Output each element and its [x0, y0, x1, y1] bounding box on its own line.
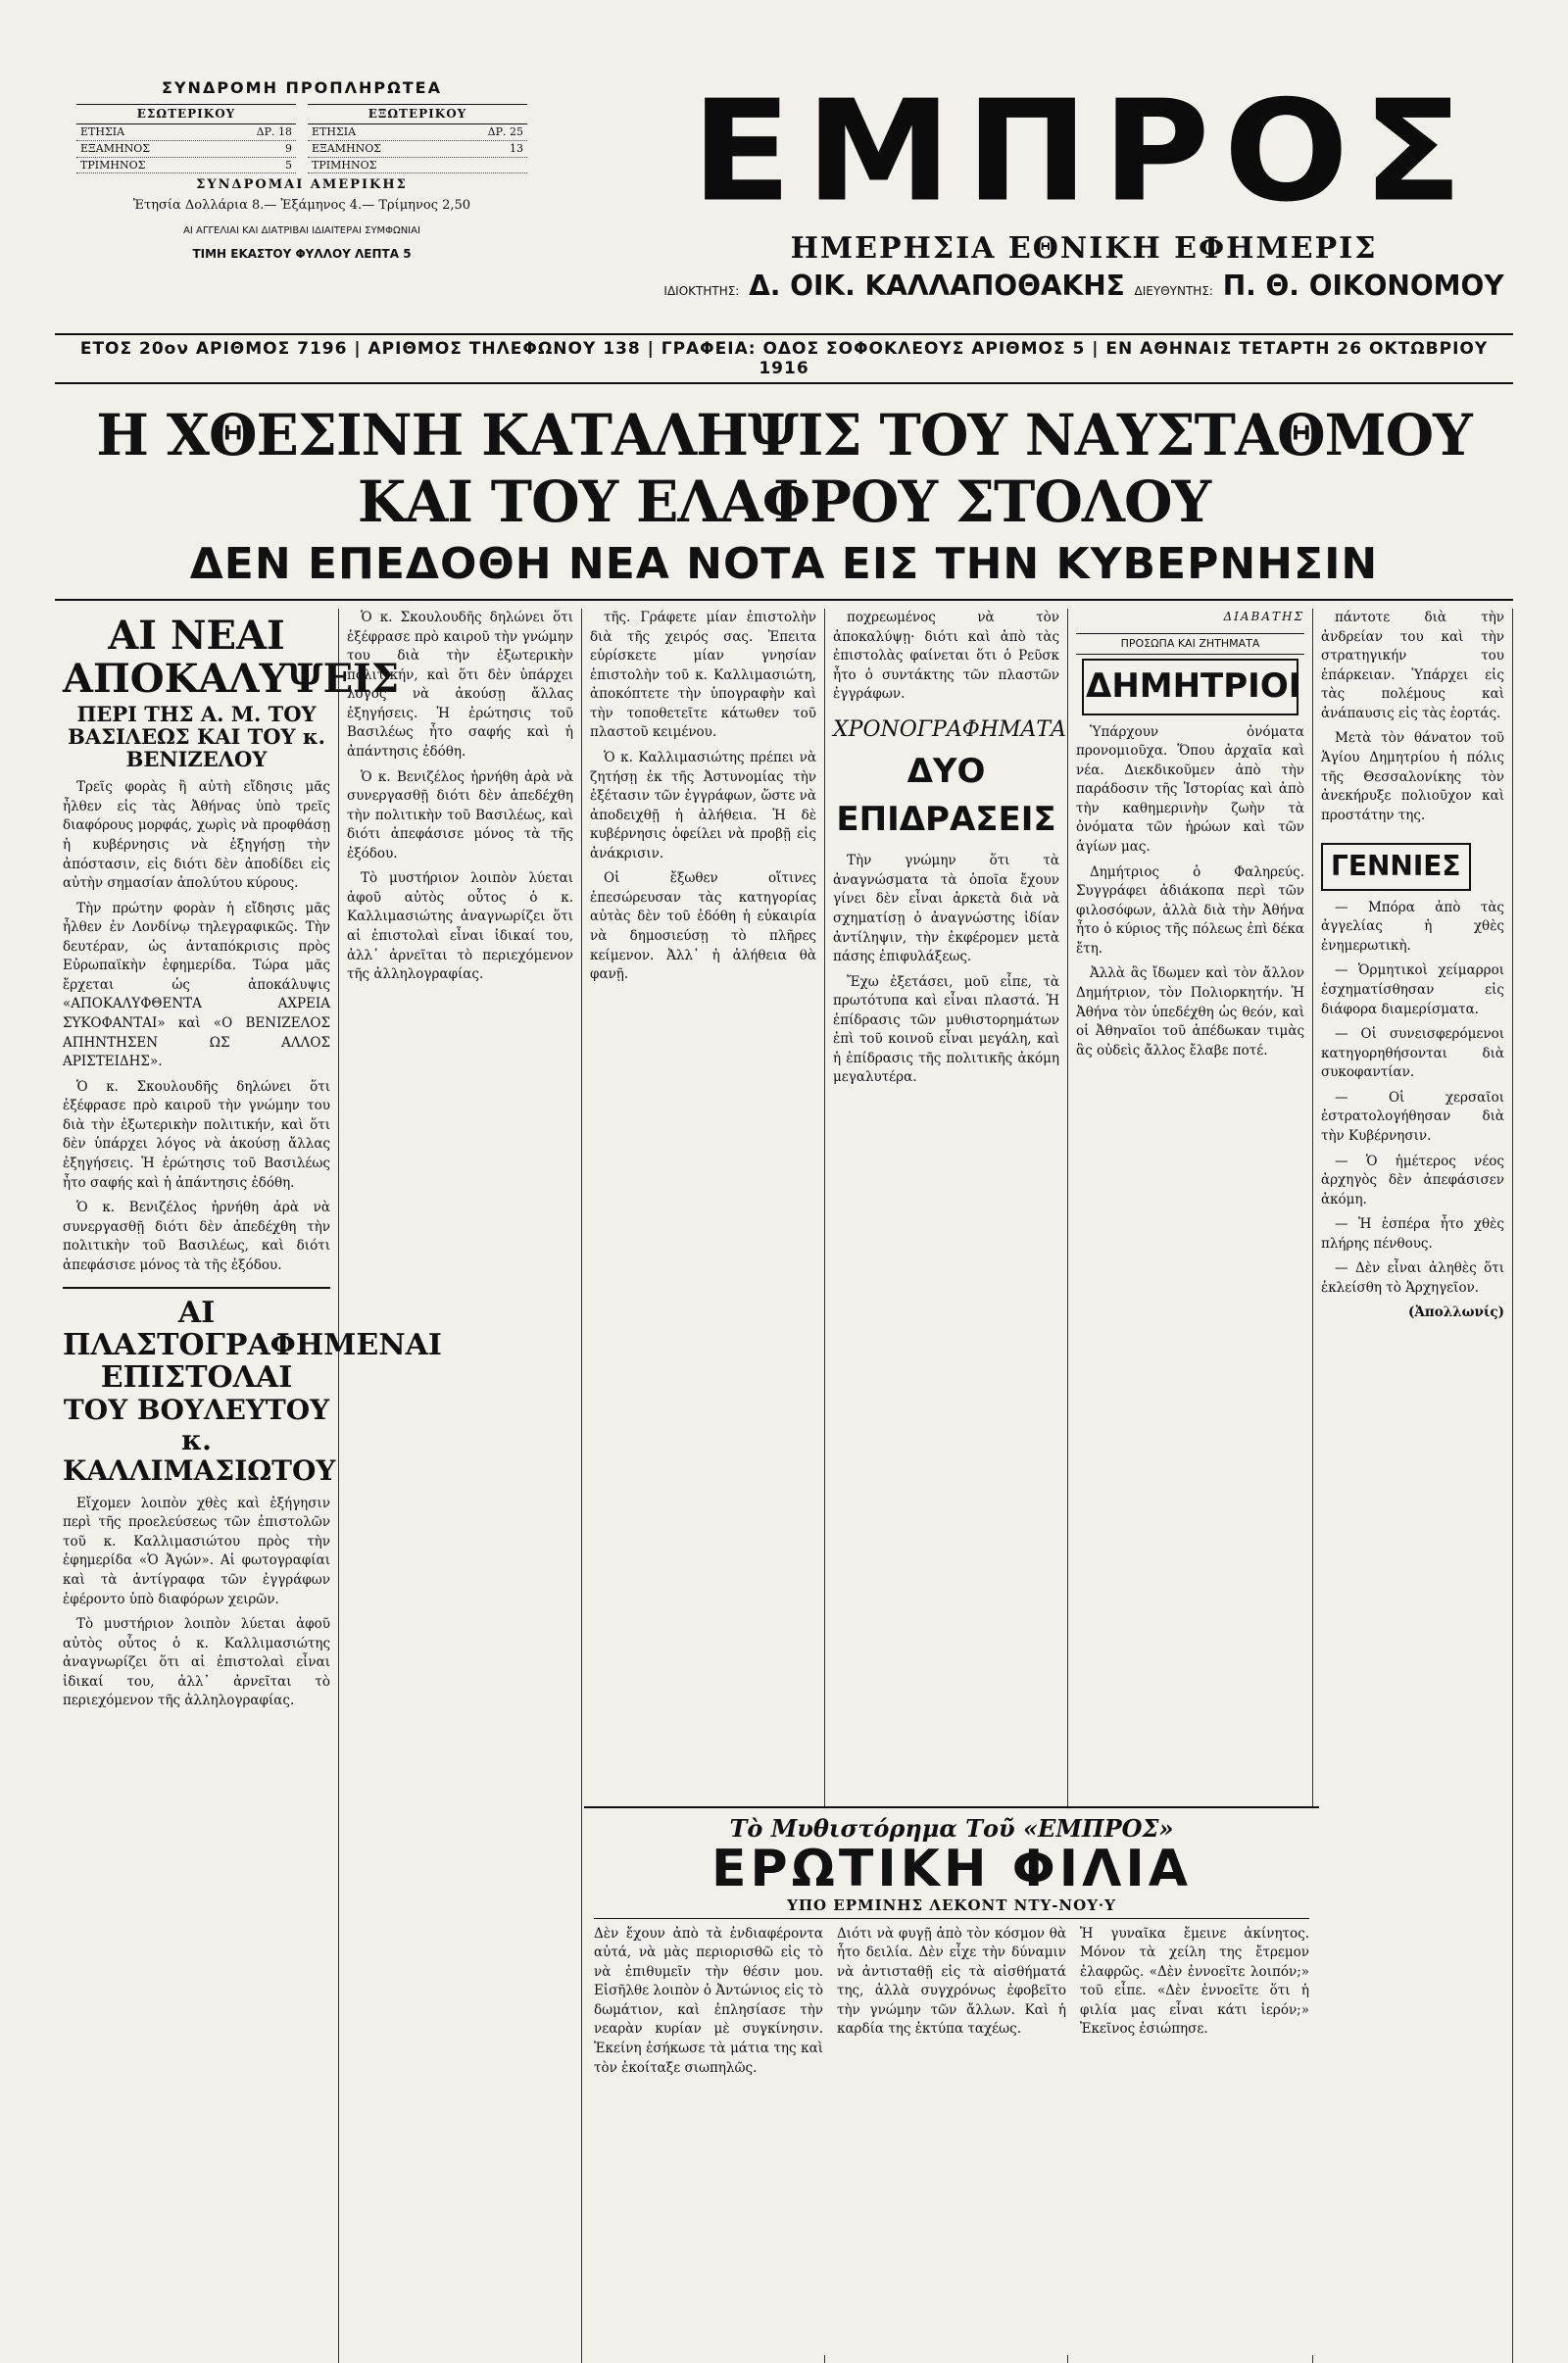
rate-row	[308, 141, 527, 158]
rate-label: ΕΤΗΣΙΑ	[80, 125, 125, 138]
main-headline: Η ΧΘΕΣΙΝΗ ΚΑΤΑΛΗΨΙΣ ΤΟΥ ΝΑΥΣΤΑΘΜΟΥ ΚΑΙ ΤΟΥ ΕΛΑΦΡΟΥ ΣΤΟΛΟΥ	[96, 402, 1472, 535]
section-title: ΔΥΟ ΕΠΙΔΡΑΣΕΙΣ	[836, 751, 1056, 839]
owner-line	[653, 270, 1515, 302]
article-subtitle: ΠΕΡΙ ΤΗΣ Α. Μ. ΤΟΥ ΒΑΣΙΛΕΩΣ ΚΑΙ ΤΟΥ κ. ΒΕΝΙΖΕΛΟΥ	[68, 702, 325, 772]
brief-item: — Οἱ συνεισφερόμενοι κατηγορηθήσονται διὰ συκοφαντίαν.	[1321, 1026, 1504, 1081]
foreign-header: ΕΞΩΤΕΡΙΚΟΥ	[308, 105, 527, 124]
column-2	[339, 609, 582, 2363]
rate-label: ΕΞΑΜΗΝΟΣ	[312, 141, 381, 155]
masthead	[55, 71, 1513, 323]
article-paragraph: Ὁ κ. Βενιζέλος ἠρνήθη ἀρὰ νὰ συνεργασθῇ διότι δὲν ἀπεδέχθη τὴν πολιτικὴν τοῦ Βασιλέως, καὶ διότι ἀπεφάσισε μόνος τὰ τῆς ἐξόδου.	[347, 768, 573, 862]
article-paragraph: Ὁ κ. Καλλιμασιώτης πρέπει νὰ ζητήσῃ ἐκ τῆς Ἀστυνομίας τὴν ἐξέτασιν τῶν ἐγγράφων, ὥστε νὰ ἀποδειχθῇ ἡ ἀλήθεια. Ἡ δὲ κυβέρνησις ὀφείλει νὰ προβῇ εἰς ἀνάκρισιν.	[590, 749, 816, 862]
america-rates: Ἐτησία Δολλάρια 8.— Ἑξάμηνος 4.— Τρίμηνος 2,50	[132, 197, 471, 213]
article-title: ΑΙ ΠΛΑΣΤΟΓΡΑΦΗΜΕΝΑΙ ΕΠΙΣΤΟΛΑΙ	[63, 1287, 330, 1394]
article-paragraph: ποχρεωμένος νὰ τὸν ἀποκαλύψῃ· διότι καὶ ἀπὸ τὰς ἐπιστολὰς φαίνεται ὅτι ὁ Ρεῦσκ ἦτο ὁ συντάκτης τῶν πλαστῶν ἐγγράφων.	[833, 610, 1059, 703]
rate-label: ΕΞΑΜΗΝΟΣ	[80, 141, 150, 155]
serial-novel-box	[584, 1806, 1319, 2355]
subscription-header: ΣΥΝΔΡΟΜΗ ΠΡΟΠΛΗΡΩΤΕΑ	[162, 78, 442, 97]
article-paragraph: Ὁ κ. Σκουλουδῆς δηλώνει ὅτι ἐξέφρασε πρὸ καιροῦ τὴν γνώμην του διὰ τὴν ἐξωτερικὴν πολιτικήν, καὶ ὅτι δὲν ὑπάρχει λόγος νὰ ἀκούσῃ ἄλλας ἐξηγήσεις. Ἡ ἐρώτησις τοῦ Βασιλέως ἦτο σαφής καὶ ἡ ἀπάντησις ἐδόθη.	[63, 1078, 330, 1191]
serial-column: Ἡ γυναῖκα ἔμεινε ἀκίνητος. Μόνον τὰ χείλη της ἔτρεμον ἐλαφρῶς. «Δὲν ἐννοεῖτε λοιπόν;» τοῦ εἶπε. «Δὲν ἐννοεῖτε ὅτι ἡ φιλία μας εἶναι κάτι ἰερόν;» Ἐκεῖνος ἐσιώπησε.	[1080, 1925, 1309, 2038]
domestic-rates	[76, 104, 296, 173]
article-paragraph: πάντοτε διὰ τὴν ἀνδρείαν του καὶ τὴν στρατηγικήν του ἐπάρκειαν. Ὑπάρχει εἰς τὰς πολέμους καὶ ἀνάπαυσις εἰς τὰς ἑορτάς.	[1321, 610, 1504, 721]
article-title: ΑΙ ΝΕΑΙ ΑΠΟΚΑΛΥΨΕΙΣ	[63, 613, 400, 702]
rate-row	[76, 124, 296, 141]
article-paragraph: Τρεῖς φορὰς ἢ αὐτὴ εἴδησις μᾶς ἦλθεν εἰς τὰς Ἀθήνας ὑπὸ τρεῖς διαφόρους μορφάς, χωρὶς νὰ προφθάσῃ ἡ κυβέρνησις νὰ ἐξηγήσῃ τὴν ἀπόστασιν, εἰς διότι δὲν ἀποδίδει εἰς αὐτὴν σημασίαν ἀπολύτου κύρους.	[63, 779, 330, 892]
rate-row	[308, 158, 527, 174]
brief-item: — Μπόρα ἀπὸ τὰς ἀγγελίας ἡ χθὲς ἐνημερωτικὴ.	[1321, 899, 1504, 954]
america-header: ΣΥΝΔΡΟΜΑΙ ΑΜΕΡΙΚΗΣ	[196, 177, 408, 193]
rate-value: ΔΡ. 25	[487, 125, 523, 138]
serial-intro: Τὸ Μυθιστόρημα Τοῦ «ΕΜΠΡΟΣ»	[729, 1814, 1174, 1843]
logo-wordmark: ΕΜΠΡΟΣ	[691, 71, 1477, 233]
article-paragraph: Δημήτριος ὁ Φαληρεύς. Συγγράφει ἀδιάκοπα περὶ τῶν φιλοσόφων, ἀλλὰ διὰ τὴν Ἀθήνα ἦτο ὁ κύριος τῆς πόλεως ἐπὶ δέκα ἔτη.	[1076, 863, 1304, 957]
subscription-rates	[76, 104, 527, 173]
signature: (Ἀπολλωνίς)	[1407, 1305, 1504, 1321]
serial-title: ΕΡΩΤΙΚΗ ΦΙΛΙΑ	[711, 1840, 1192, 1898]
newspaper-logo	[653, 71, 1515, 302]
rate-label: ΤΡΙΜΗΝΟΣ	[312, 158, 377, 172]
rate-label: ΤΡΙΜΗΝΟΣ	[80, 158, 146, 172]
brief-item: — Δὲν εἶναι ἀληθὲς ὅτι ἐκλείσθη τὸ Ἁρχηγεῖον.	[1321, 1260, 1504, 1296]
brief-item: — Ὁρμητικοὶ χείμαρροι ἐσχηματίσθησαν εἰς διάφορα διαμερίσματα.	[1321, 962, 1504, 1017]
issue-price: ΤΙΜΗ ΕΚΑΣΤΟΥ ΦΥΛΛΟΥ ΛΕΠΤΑ 5	[192, 247, 412, 262]
article-paragraph: Ὁ κ. Σκουλουδῆς δηλώνει ὅτι ἐξέφρασε πρὸ καιροῦ τὴν γνώμην του διὰ τὴν ἐξωτερικὴν πολιτικήν, καὶ ὅτι δὲν ὑπάρχει λόγος νὰ ἀκούσῃ ἄλλας ἐξηγήσεις. Ἡ ἐρώτησις τοῦ Βασιλέως ἦτο σαφής καὶ ἡ ἀπάντησις ἐδόθη.	[347, 610, 573, 760]
rate-value: 9	[285, 141, 292, 155]
serial-column: Διότι νὰ φυγῇ ἀπὸ τὸν κόσμον θὰ ἦτο δειλία. Δὲν εἶχε τὴν δύναμιν νὰ ἀντισταθῇ εἰς τὰ αἰσθήματά της, ἀλλὰ συγχρόνως ἐφοβεῖτο τὴν γνώμην τῶν ἄλλων. Καὶ ἡ καρδία της ἐκτύπα ταχέως.	[837, 1925, 1066, 2038]
article-paragraph: Τὸ μυστήριον λοιπὸν λύεται ἀφοῦ αὐτὸς οὗτος ὁ κ. Καλλιμασιώτης ἀναγνωρίζει ὅτι αἱ ἐπιστολαὶ εἶναι ἰδικαί του, ἀλλ᾽ ἀρνεῖται τὸ περιεχόμενον τῆς ἀλληλογραφίας.	[347, 870, 573, 983]
ads-note: ΑΙ ΑΓΓΕΛΙΑΙ ΚΑΙ ΔΙΑΤΡΙΒΑΙ ΙΔΙΑΙΤΕΡΑΙ ΣΥΜΦΩΝΙΑΙ	[183, 224, 420, 236]
brief-item: — Ὁ ἡμέτερος νέος ἀρχηγὸς δὲν ἀπεφάσισεν ἀκόμη.	[1321, 1153, 1504, 1207]
article-paragraph: Ὑπάρχουν ὀνόματα προνομιοῦχα. Ὅπου ἀρχαῖα καὶ νέα. Διεκδικοῦμεν ἀπὸ τὴν παράδοσιν τῆς Ἱστορίας καὶ ἀπὸ τὴν καθημερινὴν ζωὴν τὰ ὀνόματα τῶν ἡρώων καὶ τῶν ἁγίων μας.	[1076, 723, 1304, 855]
director-label: ΔΙΕΥΘΥΝΤΗΣ:	[1134, 284, 1213, 298]
column-1	[55, 609, 442, 2363]
article-paragraph: Ἔχω ἐξετάσει, μοῦ εἶπε, τὰ πρωτότυπα καὶ εἶναι πλαστά. Ἡ ἐπίδρασις τῶν μυθιστορημάτων ἐπὶ τοῦ κοινοῦ εἶναι μεγάλη, καὶ ἡ ἐπίδρασις τῆς πολιτικῆς ἀκόμη μεγαλυτέρα.	[833, 973, 1059, 1086]
serial-column: Δὲν ἔχουν ἀπὸ τὰ ἐνδιαφέροντα αὐτά, νὰ μὰς περιορισθῶ εἰς τὸ νὰ ἐπιθυμεῖν τὴν θέσιν μου. Εἰσῆλθε λοιπὸν ὁ Ἀντώνιος εἰς τὸ δωμάτιον, καὶ ἐπλησίασε τὴν νεαρὰν κυρίαν μὲ συγκίνησιν. Ἐκείνη ἐσήκωσε τὰ μάτια της καὶ τὸν ἐκοίταξε σιωπηλῶς.	[594, 1925, 823, 2076]
tagline: ΗΜΕΡΗΣΙΑ ΕΘΝΙΚΗ ΕΦΗΜΕΡΙΣ	[790, 231, 1378, 266]
owner-name: Δ. ΟΙΚ. ΚΑΛΛΑΠΟΘΑΚΗΣ	[749, 270, 1125, 302]
rate-label: ΕΤΗΣΙΑ	[312, 125, 357, 138]
rate-value: 13	[510, 141, 523, 155]
domestic-header: ΕΣΩΤΕΡΙΚΟΥ	[76, 105, 296, 124]
article-paragraph: Τὴν πρώτην φορὰν ἡ εἴδησις μᾶς ἦλθεν ἐν Λονδίνῳ τηλεγραφικῶς. Τὴν δευτέραν, ὡς ἀνταπόκρισις πρὸς Εὐρωπαϊκὴν ἐφημερίδα. Τώρα μᾶς ἔρχεται ὡς ἀποκάλυψις «ΑΠΟΚΑΛΥΦΘΕΝΤΑ ΑΧΡΕΙΑ ΣΥΚΟΦΑΝΤΑΙ» καὶ «Ο ΒΕΝΙΖΕΛΟΣ ΑΠΗΝΤΗΣΕΝ ΩΣ ΑΛΛΟΣ ΑΡΙΣΤΕΙΔΗΣ».	[63, 900, 330, 1070]
director-name: Π. Θ. ΟΙΚΟΝΟΜΟΥ	[1222, 270, 1504, 302]
article-columns	[55, 609, 1513, 2363]
sub-headline: ΔΕΝ ΕΠΕΔΟΘΗ ΝΕΑ ΝΟΤΑ ΕΙΣ ΤΗΝ ΚΥΒΕΡΝΗΣΙΝ	[55, 539, 1513, 601]
section-label: ΠΡΟΣΩΠΑ ΚΑΙ ΖΗΤΗΜΑΤΑ	[1076, 633, 1304, 655]
article-paragraph: Τὴν γνώμην ὅτι τὰ ἀναγνώσματα τὰ ὁποῖα ἔχουν γίνει δὲν εἶναι ἀρκετὰ διὰ νὰ σχηματίσῃ ὁ ἀναγνώστης ἰδίαν ἀντίληψιν, τὴν ἐκφέρομεν μετὰ πάσης ἐπιφυλάξεως.	[833, 853, 1059, 965]
article-paragraph: Ὁ κ. Βενιζέλος ἠρνήθη ἀρὰ νὰ συνεργασθῇ διότι δὲν ἀπεδέχθη τὴν πολιτικὴν τοῦ Βασιλέως, καὶ διότι ἀπεφάσισε μόνος τὰ τῆς ἐξόδου.	[63, 1200, 330, 1273]
article-paragraph: Οἱ ἔξωθεν οἵτινες ἐπεσώρευσαν τὰς κατηγορίας αὐτὰς δὲν τοῦ ἐδόθη ἡ εὐκαιρία νὰ δημοσιεύσῃ τὸ πλῆρες κείμενον. Ἀλλ᾽ ἡ ἀλήθεια θὰ φανῇ.	[590, 870, 816, 983]
foreign-rates	[308, 104, 527, 173]
article-paragraph: τῆς. Γράφετε μίαν ἐπιστολὴν διὰ τῆς χειρός σας. Ἐπειτα εὑρίσκετε μίαν γνησίαν ἐπιστολὴν τοῦ κ. Καλλιμασιώτη, ἀποκόπτετε τὴν ὑπογραφὴν καὶ τὴν τοποθετεῖτε κάτωθεν τοῦ πλαστοῦ κειμένου.	[590, 610, 816, 741]
serial-body	[594, 1925, 1309, 2337]
rate-value: 5	[285, 158, 292, 172]
section-label: ΧΡΟΝΟΓΡΑΦΗΜΑΤΑ	[833, 716, 1066, 742]
article-subtitle: ΤΟΥ ΒΟΥΛΕΥΤΟΥ κ. ΚΑΛΛΙΜΑΣΙΩΤΟΥ	[63, 1394, 336, 1487]
rate-row	[76, 158, 296, 174]
brief-item: — Οἱ χερσαῖοι ἐστρατολογήθησαν διὰ τὴν Κυβέρνησιν.	[1321, 1089, 1504, 1144]
byline: ΔΙΑΒΑΤΗΣ	[1223, 610, 1304, 623]
rate-row	[76, 141, 296, 158]
article-title: ΔΗΜΗΤΡΙΟΙ	[1082, 659, 1298, 714]
rate-row	[308, 124, 527, 141]
subscription-box	[76, 78, 527, 262]
article-paragraph: Τὸ μυστήριον λοιπὸν λύεται ἀφοῦ αὐτὸς οὗτος ὁ κ. Καλλιμασιώτης ἀναγνωρίζει ὅτι αἱ ἐπιστολαὶ εἶναι ἰδικαί του, ἀλλ᾽ ἀρνεῖται τὸ περιεχόμενον τῆς ἀλληλογραφίας.	[63, 1616, 330, 1709]
rate-value: ΔΡ. 18	[256, 125, 292, 138]
brief-item: — Ἡ ἑσπέρα ἦτο χθὲς πλήρης πένθους.	[1321, 1216, 1504, 1252]
article-paragraph: Μετὰ τὸν θάνατον τοῦ Ἁγίου Δημητρίου ἡ πόλις τῆς Θεσσαλονίκης τὸν ἀνεκήρυξε πολιοῦχον καὶ προστάτην της.	[1321, 730, 1504, 823]
column-6	[1313, 609, 1513, 2363]
section-title: ΓΕΝΝΙΕΣ	[1321, 843, 1471, 891]
owner-label: ΙΔΙΟΚΤΗΤΗΣ:	[663, 284, 740, 298]
article-paragraph: Ἀλλὰ ἂς ἴδωμεν καὶ τὸν ἄλλον Δημήτριον, τὸν Πολιορκητήν. Ἡ Ἀθήνα τὸν ὑπεδέχθη ὡς θεόν, καὶ οἱ Ἀθηναῖοι τοῦ ἀπέδωκαν τιμὰς ἃς οὐδεὶς ἄλλος ἔλαβε ποτέ.	[1076, 965, 1304, 1058]
article-paragraph: Εἴχομεν λοιπὸν χθὲς καὶ ἐξήγησιν περὶ τῆς προελεύσεως τῶν ἐπιστολῶν τοῦ κ. Καλλιμασιώτου πρὸς τὴν ἐφημερίδα «Ὁ Ἀγών». Αἱ φωτογραφίαι καὶ τὰ ἀντίγραφα τῶν ἐγγράφων ἐφέροντο ὑπὸ διαφόρων χειρῶν.	[63, 1495, 330, 1607]
serial-author: ΥΠΟ ΕΡΜΙΝΗΣ ΛΕΚΟΝΤ ΝΤΥ-ΝΟΥ·Υ	[594, 1896, 1309, 1919]
issue-info-bar: ΕΤΟΣ 20ον ΑΡΙΘΜΟΣ 7196 | ΑΡΙΘΜΟΣ ΤΗΛΕΦΩΝΟΥ 138 | ΓΡΑΦΕΙΑ: ΟΔΟΣ ΣΟΦΟΚΛΕΟΥΣ ΑΡΙΘΜΟΣ 5 | ΕΝ ΑΘΗΝΑΙΣ ΤΕΤΑΡΤΗ 26 ΟΚΤΩΒΡΙΟΥ 1916	[55, 333, 1513, 384]
